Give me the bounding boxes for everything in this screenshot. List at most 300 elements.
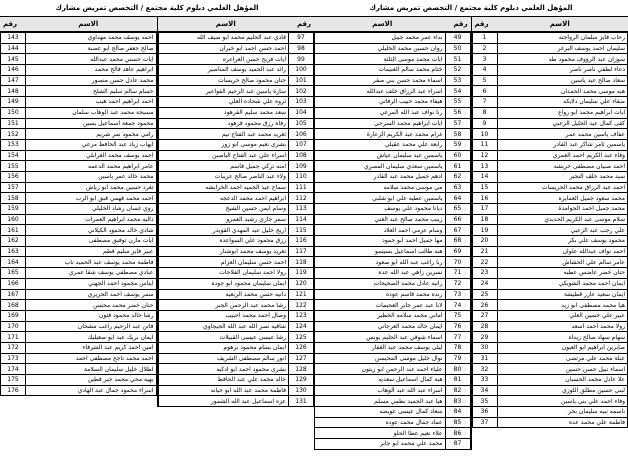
row-name: بشرى نعيم موسى ابو زور	[158, 139, 289, 150]
table-row	[158, 54, 314, 65]
row-number: 62	[445, 171, 470, 182]
row-name: علاء نعيم عطا الحلو	[315, 428, 446, 439]
row-number: 160	[1, 214, 26, 225]
table-row	[472, 278, 628, 289]
table-row	[1, 236, 157, 247]
column-header-row	[158, 17, 315, 32]
table-row	[1, 75, 157, 86]
table-row	[1, 86, 157, 97]
table-row	[315, 428, 471, 439]
row-name: ايات ابراهيم محمد السرحي	[315, 118, 446, 129]
table-row	[158, 300, 314, 311]
row-name: ايات مازن توفيق مصطفى	[26, 236, 157, 247]
table-row	[315, 364, 471, 375]
row-number: 104	[289, 107, 314, 118]
table-row	[1, 321, 157, 332]
table-row	[472, 407, 628, 418]
row-name: نداء عمر محمد جبيل	[315, 33, 446, 44]
table-row	[1, 310, 157, 321]
row-name: غرام محمد عبد الكريم الزعارة	[315, 129, 446, 140]
row-name: روان حسين محمد الخليلي	[315, 43, 446, 54]
row-name: اسراء عبد الرزاق خلف عبدالله	[315, 86, 446, 97]
row-number: 161	[1, 225, 26, 236]
row-number: 172	[1, 342, 26, 353]
row-number: 148	[1, 86, 26, 97]
table-row	[158, 204, 314, 215]
table-row	[158, 289, 314, 300]
row-number: 70	[445, 257, 470, 268]
row-name: محمود جمعة اسماعيل يسين	[26, 118, 157, 129]
table-row	[472, 150, 628, 161]
row-name: تغريد محمد عبد الفتاح نيم	[158, 129, 289, 140]
table-row	[472, 97, 628, 108]
row-number: 81	[445, 375, 470, 386]
row-name: عبلة محمد علي مرتضى	[497, 353, 628, 364]
row-number: 165	[1, 268, 26, 279]
table-row	[472, 396, 628, 407]
table-row	[472, 246, 628, 257]
table-row	[158, 342, 314, 353]
row-name: سيد محمد خلف النجير	[497, 171, 628, 182]
table-row	[1, 353, 157, 364]
row-name: حنان خضر عاضس عطيه	[497, 268, 628, 279]
row-number: 75	[445, 310, 470, 321]
row-number: 72	[445, 278, 470, 289]
table-row	[158, 193, 314, 204]
table-row	[1, 214, 157, 225]
row-number: 27	[472, 310, 497, 321]
row-number: 17	[472, 204, 497, 215]
row-number: 123	[289, 310, 314, 321]
table-row	[1, 129, 157, 140]
table-block-left	[0, 0, 314, 407]
table-title-left: المؤهل العلمي دبلوم كلية مجتمع / التخصص تمريض مشارك	[0, 0, 314, 17]
row-name: محمد خالد عمر ياسين	[26, 171, 157, 182]
table-row	[315, 107, 471, 118]
table-row	[1, 97, 157, 108]
row-number: 79	[445, 353, 470, 364]
row-name: محمد علي محمد ابو جابر	[315, 439, 446, 450]
table-row	[1, 364, 157, 375]
row-name: فاطمة علي محمد عده	[497, 417, 628, 428]
row-name: رولا احمد سليمان الفلاحات	[158, 268, 289, 279]
table-row	[315, 161, 471, 172]
row-name: حنان خضر محمد محسن	[26, 300, 157, 311]
row-number: 78	[445, 342, 470, 353]
table-row	[158, 33, 314, 44]
row-number: 37	[472, 417, 497, 428]
row-number: 143	[1, 33, 26, 44]
row-name: عامر سالم علي الحشاش	[497, 257, 628, 268]
row-number: 112	[289, 193, 314, 204]
row-name: ادهم جميل محمد عبد القادر	[315, 171, 446, 182]
row-number: 19	[472, 225, 497, 236]
row-number: 86	[445, 428, 470, 439]
column-header-row	[472, 17, 628, 32]
row-name: رفاه رزق محمود قرهود	[158, 118, 289, 129]
row-name: ايات حسني محمد عبدالله	[26, 54, 157, 65]
row-name: ديانا محمود علي يوسف	[315, 204, 446, 215]
row-number: 32	[472, 364, 497, 375]
col-header-number: رقم	[2, 20, 18, 28]
table-row	[315, 257, 471, 268]
row-number: 7	[472, 97, 497, 108]
row-name: اسراء عبد الله عبد الوهاب	[315, 385, 446, 396]
table-row	[472, 321, 628, 332]
row-number: 58	[445, 129, 470, 140]
row-number: 26	[472, 300, 497, 311]
row-name: احمد عبد الرزاق محمد الخريسات	[497, 182, 628, 193]
table-row	[158, 353, 314, 364]
row-name: رشا خالد محمود فتون	[26, 310, 157, 321]
table-row	[1, 300, 157, 311]
row-number: 25	[472, 289, 497, 300]
row-name: خالد محمد علي عبد الحافظ	[158, 375, 289, 386]
row-number: 116	[289, 236, 314, 247]
row-number: 124	[289, 321, 314, 332]
table-row	[1, 182, 157, 193]
row-name: حنان محمود صالح خريسات	[158, 75, 289, 86]
row-number: 22	[472, 257, 497, 268]
col-header-name: الاسم	[78, 20, 99, 28]
table-row	[158, 97, 314, 108]
row-name: اسراء علي عبد الفتاح الياصين	[158, 150, 289, 161]
row-name: احمد حسن احمد ابو خيران	[158, 43, 289, 54]
table-row	[315, 193, 471, 204]
table-row	[472, 375, 628, 386]
row-name: ولاء عبد الناصر صالح عريبات	[158, 171, 289, 182]
row-number: 147	[1, 75, 26, 86]
row-name: اسماء نبيل حسن حسين	[497, 364, 628, 375]
row-name: رحاب فايز سلمان الرواحنه	[497, 33, 628, 44]
table-row	[472, 171, 628, 182]
row-name: سماح عبد الحميد احمد الخرابشه	[158, 182, 289, 193]
row-name: تغريد يوسف محمد ابوشنار	[158, 246, 289, 257]
row-number: 15	[472, 182, 497, 193]
table-row	[1, 33, 157, 44]
row-number: 108	[289, 150, 314, 161]
row-name: علا عادل محمد الحسبان	[497, 375, 628, 386]
row-name: هيا عبد الحميد نظمي مسلم	[315, 396, 446, 407]
row-name: هبه طالب اسماعيل بسيسو	[315, 246, 446, 257]
row-name: ايمان خالد محمد العرجاني	[315, 321, 446, 332]
row-name: هيا محمد مصطفى ابو زيد	[497, 300, 628, 311]
subcolumn-c	[314, 17, 471, 450]
row-name: ياسمين عطيه علي ابو شلبي	[315, 193, 446, 204]
row-number: 1	[472, 33, 497, 44]
col-header-number: رقم	[474, 20, 489, 28]
table-row	[315, 118, 471, 129]
row-number: 122	[289, 300, 314, 311]
row-number: 55	[445, 97, 470, 108]
row-number: 24	[472, 278, 497, 289]
row-name: اسماء شوقي عبد الحليم يونس	[315, 332, 446, 343]
table-row	[472, 417, 628, 428]
row-name: اسراء محمود جمال عبد الهادي	[26, 385, 157, 396]
row-name: علياء احمد عبد الرحمن ابو زيتون	[315, 364, 446, 375]
row-number: 159	[1, 204, 26, 215]
row-number: 97	[289, 33, 314, 44]
subcolumn-d	[471, 17, 628, 450]
row-number: 2	[472, 43, 497, 54]
row-name: رابعة علي محمد عقيلي	[315, 139, 446, 150]
table-row	[1, 289, 157, 300]
row-number: 34	[472, 385, 497, 396]
row-number: 118	[289, 257, 314, 268]
row-name: احمد حسن سليمان العزام	[158, 257, 289, 268]
row-number: 113	[289, 204, 314, 215]
row-number: 64	[445, 193, 470, 204]
row-number: 60	[445, 150, 470, 161]
subcolumn-a	[0, 17, 157, 407]
row-number: 85	[445, 417, 470, 428]
table-row	[472, 118, 628, 129]
row-number: 176	[1, 385, 26, 396]
row-name: اريج خليل عبد المهدي القويدر	[158, 225, 289, 236]
table-row	[315, 375, 471, 386]
table-row	[315, 321, 471, 332]
table-row	[472, 43, 628, 54]
row-number: 156	[1, 171, 26, 182]
table-row	[315, 225, 471, 236]
table-row	[315, 204, 471, 215]
row-number: 74	[445, 300, 470, 311]
table-row	[315, 65, 471, 76]
row-number: 50	[445, 43, 470, 54]
row-name: ياسمين ثامر شاكر عبد القادر	[497, 139, 628, 150]
col-header-name: الاسم	[215, 20, 236, 28]
table-row	[315, 417, 471, 428]
table-row	[1, 246, 157, 257]
row-number: 87	[445, 439, 470, 450]
table-row	[472, 342, 628, 353]
table-row	[472, 289, 628, 300]
row-name: صفاء علي سليمان دلايكه	[497, 97, 628, 108]
row-name: مسبحة محمد عبد الوهاب سلمان	[26, 107, 157, 118]
table-row	[1, 257, 157, 268]
table-row	[1, 65, 157, 76]
row-name: محمد سعود جميل العمايره	[497, 193, 628, 204]
row-name: عفاف ياسين محمد عمر	[497, 129, 628, 140]
row-number: 18	[472, 214, 497, 225]
table-row	[1, 118, 157, 129]
row-name: لبنى حسين مطلق اللوزي	[497, 385, 628, 396]
row-name: سعد محمد سليم الفرهود	[158, 107, 289, 118]
row-name: عماد جمال محمد عوده	[315, 417, 446, 428]
row-number: 114	[289, 214, 314, 225]
row-name: صالح جعفر صالح ابو عصبة	[26, 43, 157, 54]
col-header-number: رقم	[296, 20, 312, 28]
row-name: نوال خليل موسى المحيسن	[315, 353, 446, 364]
row-name: ليلى يوسف محمد عبد الغفار	[315, 342, 446, 353]
table-row	[158, 43, 314, 54]
row-name: سليمان احمد يوسف البرغر	[497, 43, 628, 54]
row-number: 99	[289, 54, 314, 65]
table-row	[1, 193, 157, 204]
table-row	[158, 310, 314, 321]
table-row	[1, 278, 157, 289]
table-row	[315, 278, 471, 289]
table-row	[472, 225, 628, 236]
table-row	[315, 396, 471, 407]
row-number: 76	[445, 321, 470, 332]
row-number: 21	[472, 246, 497, 257]
row-number: 11	[472, 139, 497, 150]
row-number: 154	[1, 150, 26, 161]
row-name: صابرين ابراهيم ابو العيون	[497, 342, 628, 353]
row-name: فاطمة محمد عبد الله ابو حيانه	[158, 385, 289, 396]
row-number: 168	[1, 300, 26, 311]
row-number: 77	[445, 332, 470, 343]
row-number: 166	[1, 278, 26, 289]
row-name: احمد محمد ناجح مصطفى احمد	[26, 353, 157, 364]
row-number: 149	[1, 97, 26, 108]
row-number: 23	[472, 268, 497, 279]
row-name: ابراهيم احمد محمد الدعجه	[158, 193, 289, 204]
row-number: 35	[472, 396, 497, 407]
table-row	[158, 396, 314, 407]
col-header-number: رقم	[453, 20, 468, 28]
row-number: 8	[472, 107, 497, 118]
table-row	[472, 193, 628, 204]
table-row	[1, 342, 157, 353]
row-number: 49	[445, 33, 470, 44]
row-name: وفاء عبد الكريم احمد العمري	[497, 150, 628, 161]
row-number: 54	[445, 86, 470, 97]
row-number: 53	[445, 75, 470, 86]
table-row	[158, 86, 314, 97]
table-row	[158, 139, 314, 150]
row-number: 13	[472, 161, 497, 172]
row-number: 158	[1, 193, 26, 204]
table-row	[472, 139, 628, 150]
row-number: 167	[1, 289, 26, 300]
table-row	[472, 364, 628, 375]
row-number: 145	[1, 54, 26, 65]
row-name: فاطمة محمد يوسف عبد الحميد ناب	[26, 257, 157, 268]
row-number: 117	[289, 246, 314, 257]
table-row	[1, 171, 157, 182]
names-table-b	[158, 32, 315, 407]
row-number: 31	[472, 353, 497, 364]
row-number: 121	[289, 289, 314, 300]
row-number: 84	[445, 407, 470, 418]
row-number: 110	[289, 171, 314, 182]
table-row	[472, 54, 628, 65]
row-name: ايمان سعيد عازر قطيشة	[497, 289, 628, 300]
row-name: سارة ياسين عبد الرحيم الفواعير	[158, 86, 289, 97]
row-number: 9	[472, 118, 497, 129]
table-row	[315, 342, 471, 353]
table-row	[158, 161, 314, 172]
row-name: احمد نواف عبدالله علوان	[497, 246, 628, 257]
row-number: 67	[445, 225, 470, 236]
row-name: شافيه نصر الله عبد الله الجيجاوي	[158, 321, 289, 332]
table-row	[1, 139, 157, 150]
row-number: 164	[1, 257, 26, 268]
table-row	[315, 86, 471, 97]
row-name: محمد عادل حسن منصور	[26, 75, 157, 86]
row-name: وسام ايمن حسين الشيخ	[158, 204, 289, 215]
table-row	[315, 310, 471, 321]
row-number: 6	[472, 86, 497, 97]
table-row	[315, 43, 471, 54]
table-row	[315, 54, 471, 65]
table-row	[472, 75, 628, 86]
row-number: 30	[472, 342, 497, 353]
row-number: 3	[472, 54, 497, 65]
row-number: 66	[445, 214, 470, 225]
table-row	[158, 385, 314, 396]
table-row	[315, 97, 471, 108]
row-number: 109	[289, 161, 314, 172]
table-row	[158, 257, 314, 268]
row-name: محمود يوسف علي بكر	[497, 236, 628, 247]
row-number: 162	[1, 236, 26, 247]
table-row	[315, 353, 471, 364]
table-row	[472, 33, 628, 44]
row-name: سوزان عبد الرؤوف محمود طه	[497, 54, 628, 65]
row-name: لانا عبد عمر جابر العجيمات	[315, 300, 446, 311]
table-row	[315, 129, 471, 140]
table-row	[472, 86, 628, 97]
row-name: عزه اسماعيل عبد الله الشمور	[158, 396, 289, 407]
table-row	[158, 214, 314, 225]
row-number: 103	[289, 97, 314, 108]
row-number: 111	[289, 182, 314, 193]
row-number: 130	[289, 385, 314, 396]
row-name: ايمان بسام محمود برهوم	[158, 342, 289, 353]
row-number: 52	[445, 65, 470, 76]
table-row	[158, 65, 314, 76]
table-row	[158, 182, 314, 193]
table-row	[472, 332, 628, 343]
row-number: 171	[1, 332, 26, 343]
row-name: ايمان بريك عبد ابو صعيليك	[26, 332, 157, 343]
row-number: 146	[1, 65, 26, 76]
table-row	[472, 107, 628, 118]
table-row	[158, 75, 314, 86]
row-name: اماني محمد سلامه الخطير	[315, 310, 446, 321]
table-row	[1, 107, 157, 118]
table-row	[158, 150, 314, 161]
row-name: كفى كمال عبد الجليل الزعبي	[497, 118, 628, 129]
table-row	[1, 385, 157, 396]
row-name: رشا محمد عبد الرحمن الجبر	[158, 300, 289, 311]
row-name: سعاد كمال عيسى عويضه	[315, 407, 446, 418]
table-row	[158, 225, 314, 236]
row-name: سمر يوسف احمد الحريري	[26, 289, 157, 300]
row-number: 170	[1, 321, 26, 332]
row-number: 56	[445, 107, 470, 118]
row-number: 144	[1, 43, 26, 54]
row-number: 51	[445, 54, 470, 65]
table-row	[472, 385, 628, 396]
row-name: رولا محمد احمد اسعد	[497, 321, 628, 332]
subcolumn-b	[157, 17, 315, 407]
row-name: فادي عبد الحليم محمد ابو ضيف الله	[158, 33, 289, 44]
table-block-right	[314, 0, 628, 450]
row-name: عبير فايز سليم قطم	[26, 246, 157, 257]
table-row	[158, 129, 314, 140]
row-name: وفاء احمد علي بني ياسين	[497, 396, 628, 407]
table-row	[1, 375, 157, 386]
names-table-a	[0, 32, 157, 396]
row-name: ايات فريح حسن العراعره	[158, 54, 289, 65]
row-number: 128	[289, 364, 314, 375]
table-row	[1, 268, 157, 279]
row-name: ياسمين سعدي سليمان المصري	[315, 161, 446, 172]
